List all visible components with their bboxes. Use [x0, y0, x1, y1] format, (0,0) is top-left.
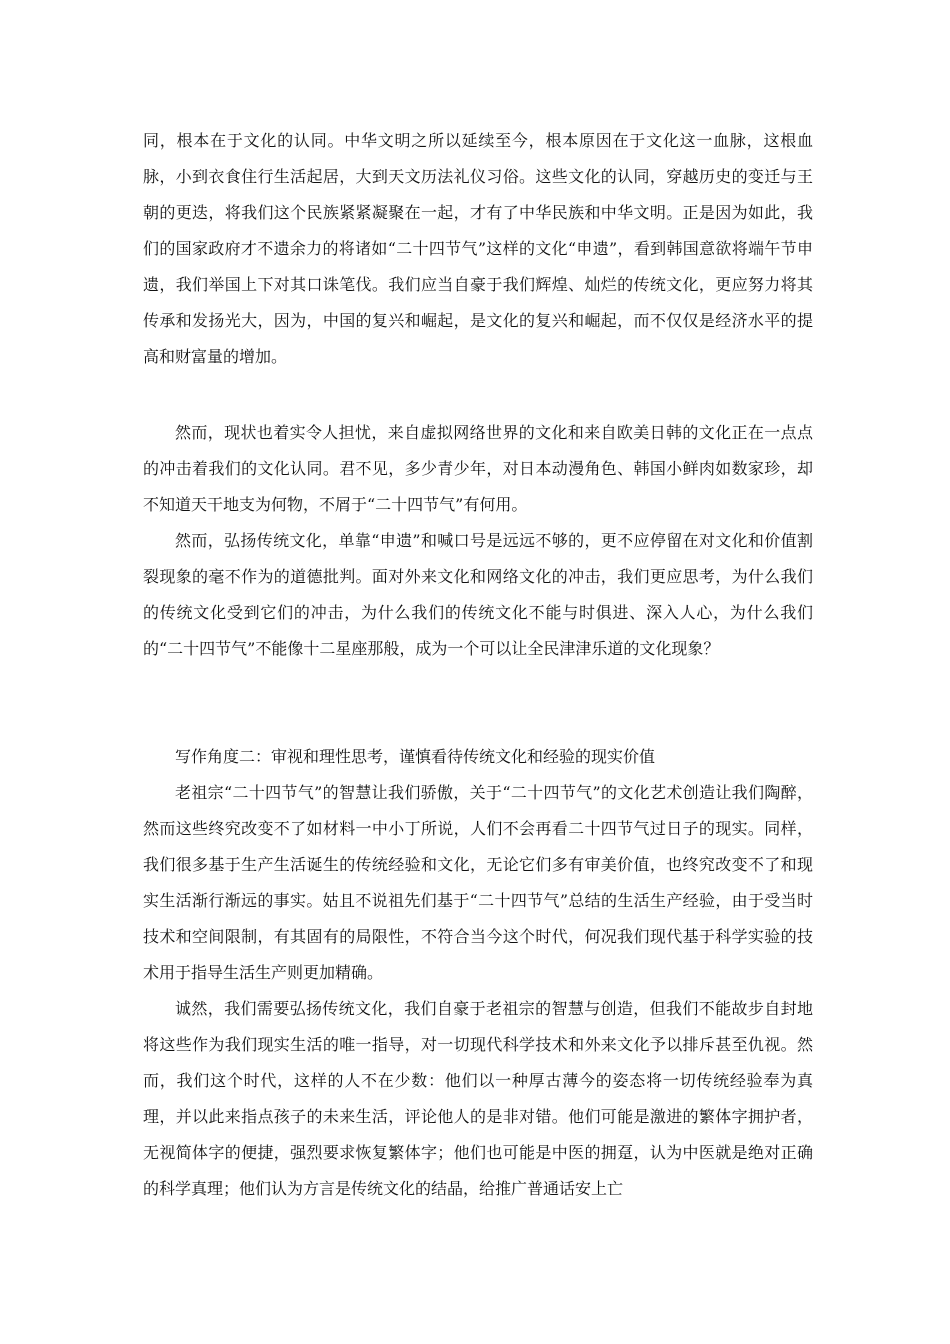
paragraph-current-situation: 然而，现状也着实令人担忧，来自虚拟网络世界的文化和来自欧美日韩的文化正在一点点的冲击着我们的文化认同。君不见，多少青少年，对日本动漫角色、韩国小鲜肉如数家珍，却不知道天干地支为何物，不屑于“二十四节气”有何用。 — [143, 423, 813, 514]
paragraph-reflection: 然而，弘扬传统文化，单靠“申遗”和喊口号是远远不够的，更不应停留在对文化和价值割裂现象的毫不作为的道德批判。面对外来文化和网络文化的冲击，我们更应思考，为什么我们的传统文化受到它们的冲击，为什么我们的传统文化不能与时俱进、深入人心，为什么我们的“二十四节气”不能像十二星座那般，成为一个可以让全民津津乐道的文化现象？ — [143, 531, 813, 658]
paragraph-continuation: 同，根本在于文化的认同。中华文明之所以延续至今，根本原因在于文化这一血脉，这根血脉，小到衣食住行生活起居，大到天文历法礼仪习俗。这些文化的认同，穿越历史的变迁与王朝的更迭，将我们这个民族紧紧凝聚在一起，才有了中华民族和中华文明。正是因为如此，我们的国家政府才不遗余力的将诸如“二十四节气”这样的文化“申遗”，看到韩国意欲将端午节申遗，我们举国上下对其口诛笔伐。我们应当自豪于我们辉煌、灿烂的传统文化，更应努力将其传承和发扬光大，因为，中国的复兴和崛起，是文化的复兴和崛起，而不仅仅是经济水平的提高和财富量的增加。 — [143, 131, 813, 366]
paragraph-solar-terms-wisdom: 老祖宗“二十四节气”的智慧让我们骄傲，关于“二十四节气”的文化艺术创造让我们陶醉，然而这些终究改变不了如材料一中小丁所说，人们不会再看二十四节气过日子的现实。同样，我们很多基于生产生活诞生的传统经验和文化，无论它们多有审美价值，也终究改变不了和现实生活渐行渐远的事实。姑且不说祖先们基于“二十四节气”总结的生活生产经验，由于受当时技术和空间限制，有其固有的局限性，不符合当今这个时代，何况我们现代基于科学实验的技术用于指导生活生产则更加精确。 — [143, 783, 813, 982]
paragraph-admittedly: 诚然，我们需要弘扬传统文化，我们自豪于老祖宗的智慧与创造，但我们不能故步自封地将这些作为我们现实生活的唯一指导，对一切现代科学技术和外来文化予以排斥甚至仇视。然而，我们这个时代，这样的人不在少数：他们以一种厚古薄今的姿态将一切传统经验奉为真理，并以此来指点孩子的未来生活，评论他人的是非对错。他们可能是激进的繁体字拥护者，无视简体字的便捷，强烈要求恢复繁体字；他们也可能是中医的拥趸，认为中医就是绝对正确的科学真理；他们认为方言是传统文化的结晶，给推广普通话安上亡 — [143, 999, 813, 1198]
section-heading-angle-two: 写作角度二：审视和理性思考，谨慎看待传统文化和经验的现实价值 — [175, 747, 656, 766]
